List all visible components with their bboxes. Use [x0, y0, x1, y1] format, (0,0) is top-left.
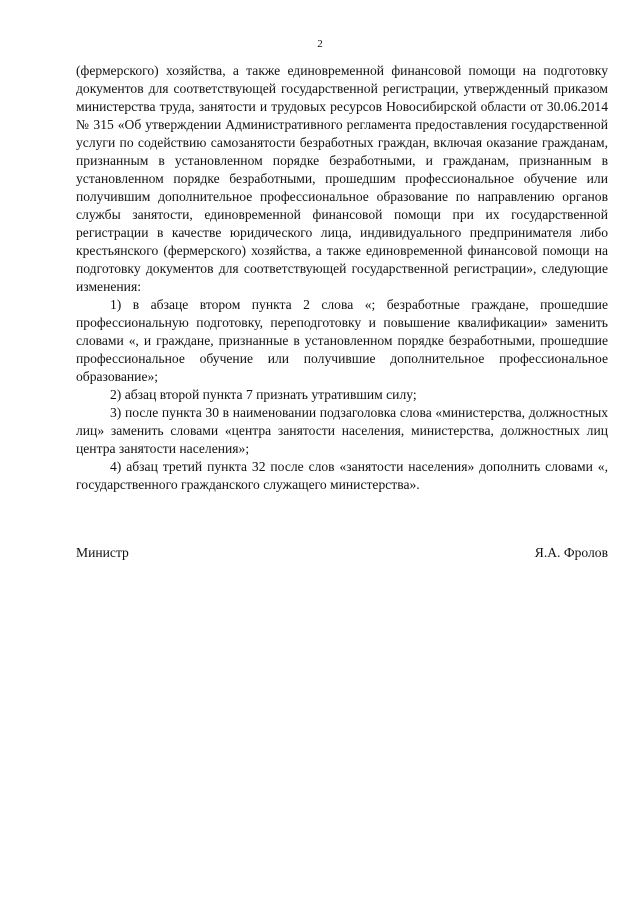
signatory-position: Министр [76, 545, 129, 560]
amendment-item-3: 3) после пункта 30 в наименовании подзаголовка слова «министерства, должностных лиц» заменить словами «центра занятости населения, министерства, должностных лиц центра занятости населения»; [76, 405, 608, 456]
continuation-paragraph: (фермерского) хозяйства, а также единовременной финансовой помощи на подготовку документов для соответствующей государственной регистрации, утвержденный приказом министерства труда, занятости и трудовых ресурсов Новосибирской области от 30.06.2014 № 315 «Об утверждении Административного регламента предоставления государственной услуги по содействию самозанятости безработных граждан, включая оказание гражданам, признанным в установленном порядке безработными, и гражданам, признанным в установленном порядке безработными, прошедшим профессиональное обучение или получившим дополнительное профессиональное образование по направлению органов службы занятости, единовременной финансовой помощи при их государственной регистрации в качестве юридического лица, индивидуального предпринимателя либо крестьянского (фермерского) хозяйства, а также единовременной финансовой помощи на подготовку документов для соответствующей государственной регистрации», следующие изменения: [76, 63, 608, 294]
amendment-item-4: 4) абзац третий пункта 32 после слов «занятости населения» дополнить словами «, государственного гражданского служащего министерства». [76, 459, 608, 492]
amendment-item-2: 2) абзац второй пункта 7 признать утратившим силу; [110, 387, 417, 402]
document-body [76, 62, 608, 494]
amendment-item-1: 1) в абзаце втором пункта 2 слова «; безработные граждане, прошедшие профессиональную подготовку, переподготовку и повышение квалификации» заменить словами «, и граждане, признанные в установленном порядке безработными, прошедшие профессиональное обучение или получившие дополнительное профессиональное образование»; [76, 297, 608, 384]
signature-block [76, 544, 608, 562]
signatory-name: Я.А. Фролов [534, 545, 608, 560]
page-number: 2 [317, 38, 323, 50]
